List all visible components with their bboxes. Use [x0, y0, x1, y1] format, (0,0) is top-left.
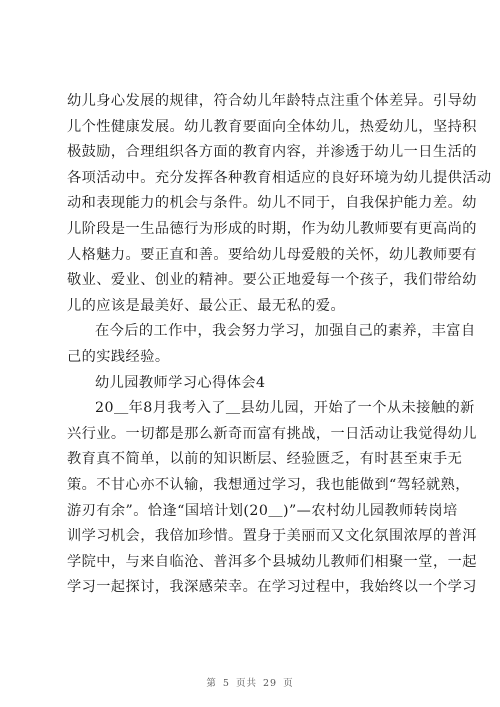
footer-prefix: 第: [206, 678, 217, 689]
text-line: 儿个性健康发展。幼儿教育要面向全体幼儿，热爱幼儿，坚持积: [67, 118, 477, 135]
text-line: 人格魅力。要正直和善。要给幼儿母爱般的关怀，幼儿教师要有: [67, 246, 477, 263]
footer-current-page: 5: [222, 678, 230, 689]
paragraph-1: [67, 89, 492, 319]
text-line: 儿的应该是最美好、最公正、最无私的爱。: [67, 297, 346, 314]
text-line: 学习一起探讨，我深感荣幸。在学习过程中，我始终以一个学习: [67, 579, 477, 596]
text-line: 游刃有余”。恰逢“国培计划(20＿)”—农村幼儿园教师转岗培: [67, 502, 458, 519]
text-line: 20＿年8月我考入了＿县幼儿园，开始了一个从未接触的新: [95, 400, 475, 417]
text-line: 训学习机会，我倍加珍惜。置身于美丽而又文化氛围浓厚的普洱: [67, 528, 477, 545]
text-line: 儿阶段是一生品德行为形成的时期，作为幼儿教师要有更高尚的: [67, 220, 477, 237]
text-line: 幼儿身心发展的规律，符合幼儿年龄特点注重个体差异。引导幼: [67, 93, 477, 109]
text-line: 动和表现能力的机会与条件。幼儿不同于，自我保护能力差。幼: [67, 195, 477, 212]
text-line: 敬业、爱业、创业的精神。要公正地爱每一个孩子，我们带给幼: [67, 272, 477, 289]
page-footer: [0, 675, 500, 689]
footer-middle: 页共: [235, 678, 257, 689]
footer-suffix: 页: [283, 678, 294, 689]
paragraph-2: [67, 319, 476, 370]
text-line: 各项活动中。充分发挥各种教育相适应的良好环境为幼儿提供活动: [67, 169, 492, 186]
section-heading: 幼儿园教师学习心得体会4: [95, 374, 266, 391]
text-line: 策。不甘心亦不认输，我想通过学习，我也能做到“驾轻就熟，: [67, 476, 470, 493]
text-line: 兴行业。一切都是那么新奇而富有挑战，一日活动让我觉得幼儿: [67, 425, 477, 442]
paragraph-3: [67, 396, 477, 601]
text-line: 己的实践经验。: [67, 348, 170, 365]
text-line: 在今后的工作中，我会努力学习，加强自己的素养，丰富自: [95, 323, 476, 340]
footer-total-pages: 29: [262, 678, 278, 689]
text-line: 学院中，与来自临沧、普洱多个县城幼儿教师们相聚一堂，一起: [67, 553, 477, 570]
text-line: 极鼓励，合理组织各方面的教育内容，并渗透于幼儿一日生活的: [67, 144, 477, 161]
text-line: 教育真不简单，以前的知识断层、经验匮乏，有时甚至束手无: [67, 451, 463, 468]
page-body: [67, 89, 492, 601]
